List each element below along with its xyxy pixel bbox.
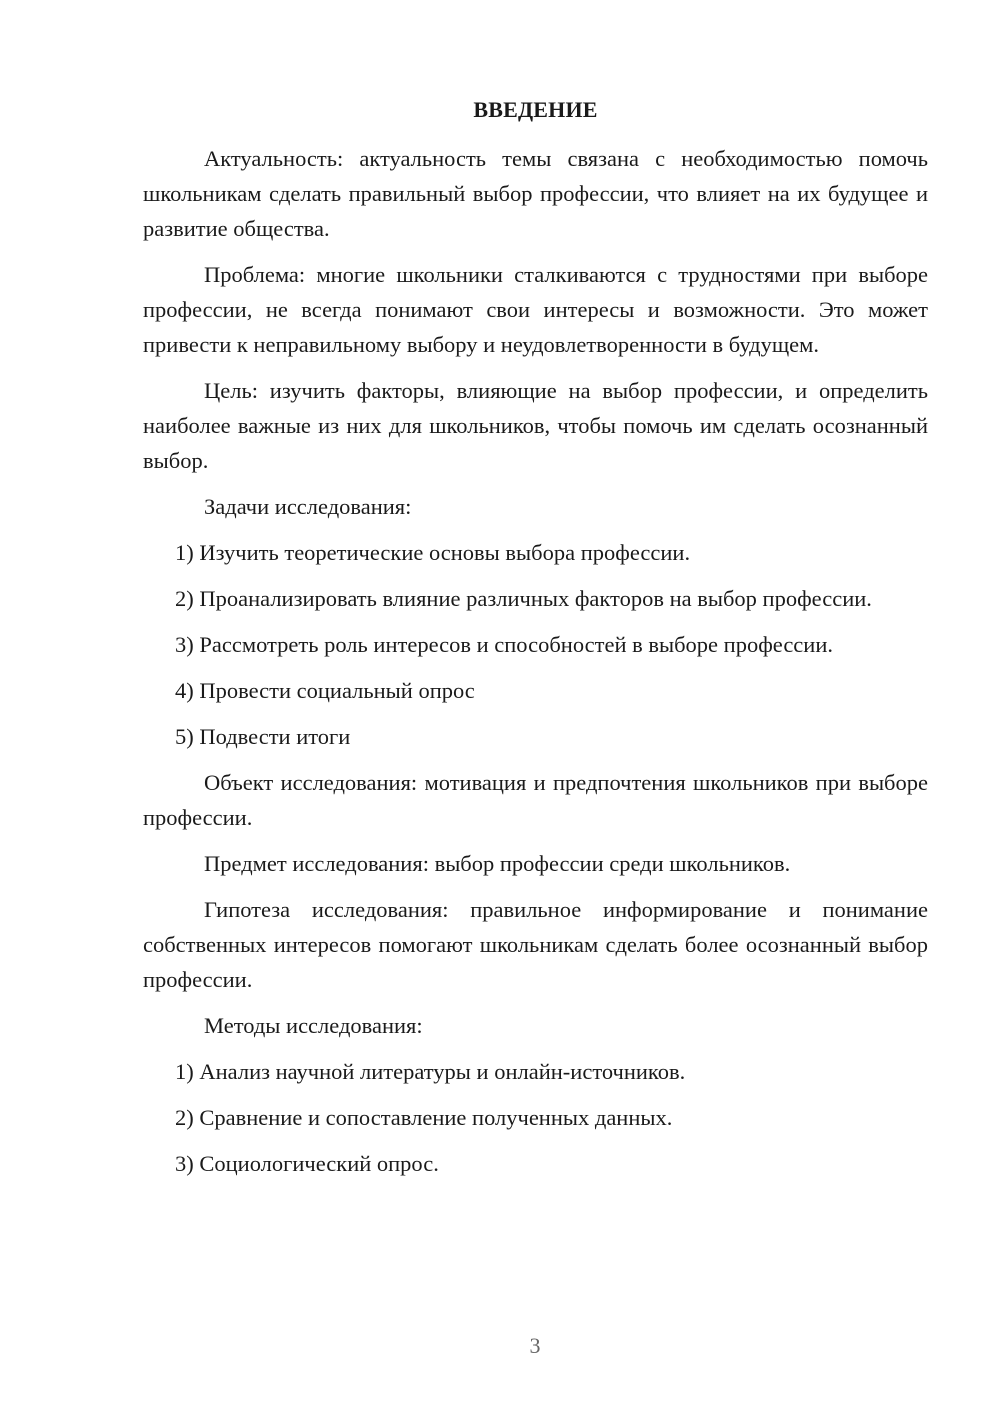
- paragraph-hypothesis: Гипотеза исследования: правильное информирование и понимание собственных интересов помогают школьникам сделать более осознанный выбор профессии.: [143, 897, 928, 992]
- paragraph-relevance: Актуальность: актуальность темы связана с необходимостью помочь школьникам сделать правильный выбор профессии, что влияет на их будущее и развитие общества.: [143, 146, 928, 241]
- list-item: 5) Подвести итоги: [175, 724, 351, 749]
- list-item: 4) Провести социальный опрос: [175, 678, 475, 703]
- list-item: 3) Рассмотреть роль интересов и способностей в выборе профессии.: [175, 632, 834, 657]
- section-title: ВВЕДЕНИЕ: [473, 97, 598, 122]
- list-item: 2) Проанализировать влияние различных факторов на выбор профессии.: [175, 586, 872, 611]
- paragraph-subject: Предмет исследования: выбор профессии среди школьников.: [204, 851, 791, 876]
- list-item: 1) Изучить теоретические основы выбора профессии.: [175, 540, 691, 565]
- paragraph-tasks-heading: Задачи исследования:: [204, 494, 412, 519]
- paragraph-problem: Проблема: многие школьники сталкиваются с трудностями при выборе профессии, не всегда понимают свои интересы и возможности. Это может привести к неправильному выбору и неудовлетворенности в будущем.: [143, 262, 928, 357]
- paragraph-methods-heading: Методы исследования:: [204, 1013, 423, 1038]
- list-item: 3) Социологический опрос.: [175, 1151, 439, 1176]
- paragraph-object: Объект исследования: мотивация и предпочтения школьников при выборе профессии.: [143, 770, 928, 830]
- page-number: 3: [529, 1333, 541, 1358]
- paragraph-goal: Цель: изучить факторы, влияющие на выбор профессии, и определить наиболее важные из них для школьников, чтобы помочь им сделать осознанный выбор.: [143, 378, 928, 473]
- list-item: 1) Анализ научной литературы и онлайн-источников.: [175, 1059, 686, 1084]
- list-item: 2) Сравнение и сопоставление полученных данных.: [175, 1105, 673, 1130]
- page-content: [143, 92, 928, 1192]
